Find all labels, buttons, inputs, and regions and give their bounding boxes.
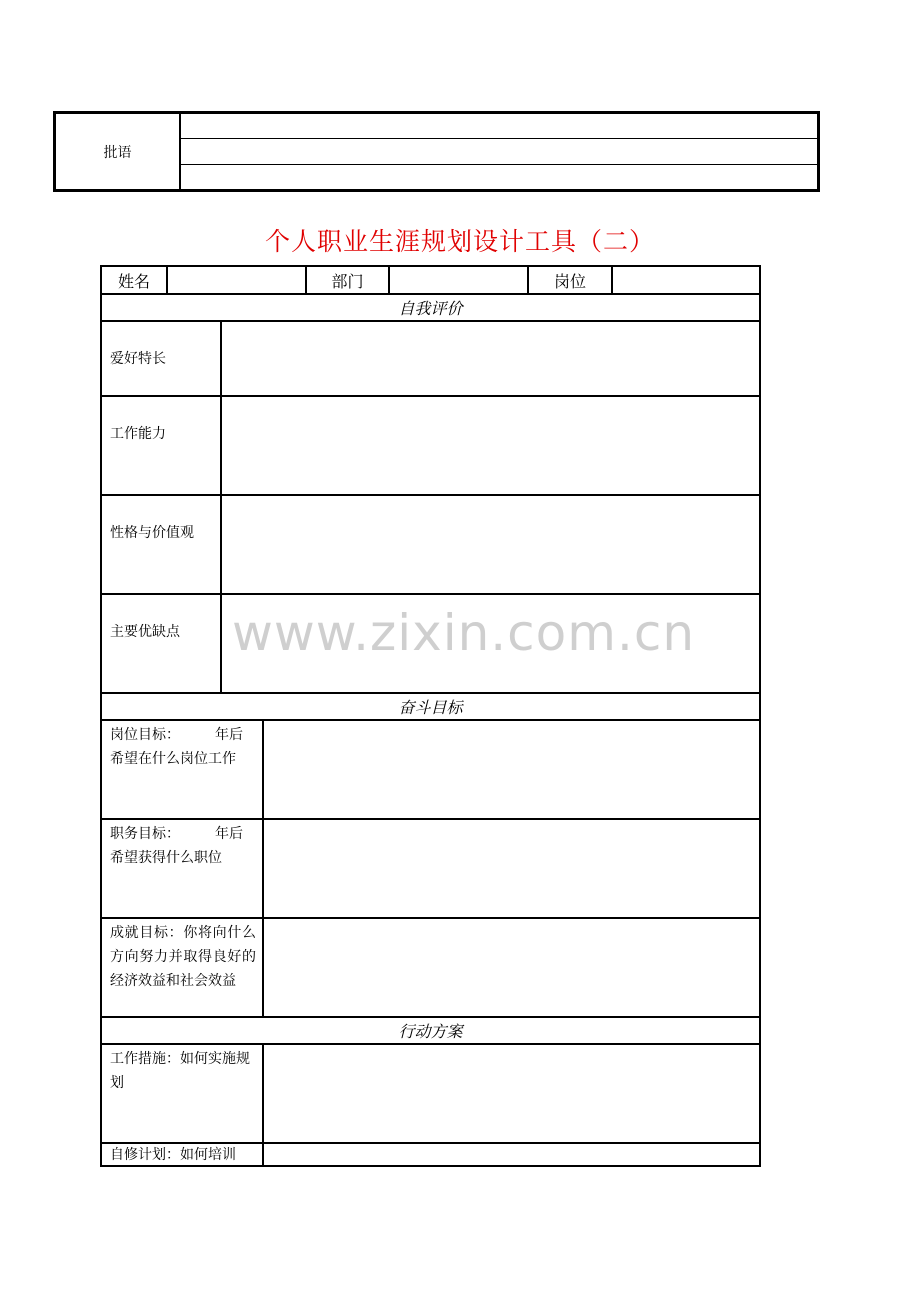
- section-self-eval: 自我评价: [102, 295, 759, 322]
- self-study-field[interactable]: [264, 1144, 759, 1167]
- hobbies-field[interactable]: [222, 322, 759, 395]
- name-field[interactable]: [168, 267, 307, 293]
- comment-lines: [181, 114, 817, 189]
- title-goal-line-2: 希望获得什么职位: [110, 850, 222, 866]
- career-plan-form: [100, 265, 761, 1167]
- strengths-field[interactable]: [222, 595, 759, 692]
- position-goal-line-2: 希望在什么岗位工作: [110, 751, 236, 767]
- name-label: 姓名: [102, 267, 168, 293]
- row-character: [102, 496, 759, 595]
- character-label: 性格与价值观: [102, 496, 222, 593]
- position-goal-line-1: 岗位目标： 年后: [110, 727, 243, 743]
- comment-line-1[interactable]: [181, 114, 817, 139]
- position-field[interactable]: [613, 267, 759, 293]
- comment-line-3[interactable]: [181, 165, 817, 189]
- work-measures-label: 工作措施：如何实施规划: [102, 1045, 264, 1142]
- section-action: 行动方案: [102, 1018, 759, 1045]
- title-goal-field[interactable]: [264, 820, 759, 917]
- row-ability: [102, 397, 759, 496]
- row-work-measures: [102, 1045, 759, 1144]
- row-achievement-goal: [102, 919, 759, 1018]
- ability-label: 工作能力: [102, 397, 222, 494]
- page-title: 个人职业生涯规划设计工具（二）: [264, 227, 655, 256]
- dept-label: 部门: [307, 267, 390, 293]
- section-goals: 奋斗目标: [102, 694, 759, 721]
- ability-field[interactable]: [222, 397, 759, 494]
- hobbies-label: 爱好特长: [102, 322, 222, 395]
- row-position-goal: [102, 721, 759, 820]
- strengths-label: 主要优缺点: [102, 595, 222, 692]
- achievement-goal-label: 成就目标：你将向什么方向努力并取得良好的经济效益和社会效益: [102, 919, 264, 1016]
- row-title-goal: [102, 820, 759, 919]
- dept-field[interactable]: [390, 267, 529, 293]
- position-goal-field[interactable]: [264, 721, 759, 818]
- row-strengths: [102, 595, 759, 694]
- self-study-label: 自修计划：如何培训: [102, 1144, 264, 1167]
- comment-label: 批语: [56, 114, 181, 189]
- comment-table: [53, 111, 820, 192]
- title-goal-label: [102, 820, 264, 917]
- title-goal-line-1: 职务目标： 年后: [110, 826, 243, 842]
- achievement-goal-field[interactable]: [264, 919, 759, 1016]
- work-measures-field[interactable]: [264, 1045, 759, 1142]
- header-row: [102, 267, 759, 295]
- position-label: 岗位: [529, 267, 613, 293]
- position-goal-label: [102, 721, 264, 818]
- comment-line-2[interactable]: [181, 139, 817, 164]
- row-self-study: [102, 1144, 759, 1167]
- watermark: www.zixin.com.cn: [232, 604, 696, 662]
- row-hobbies: [102, 322, 759, 397]
- character-field[interactable]: [222, 496, 759, 593]
